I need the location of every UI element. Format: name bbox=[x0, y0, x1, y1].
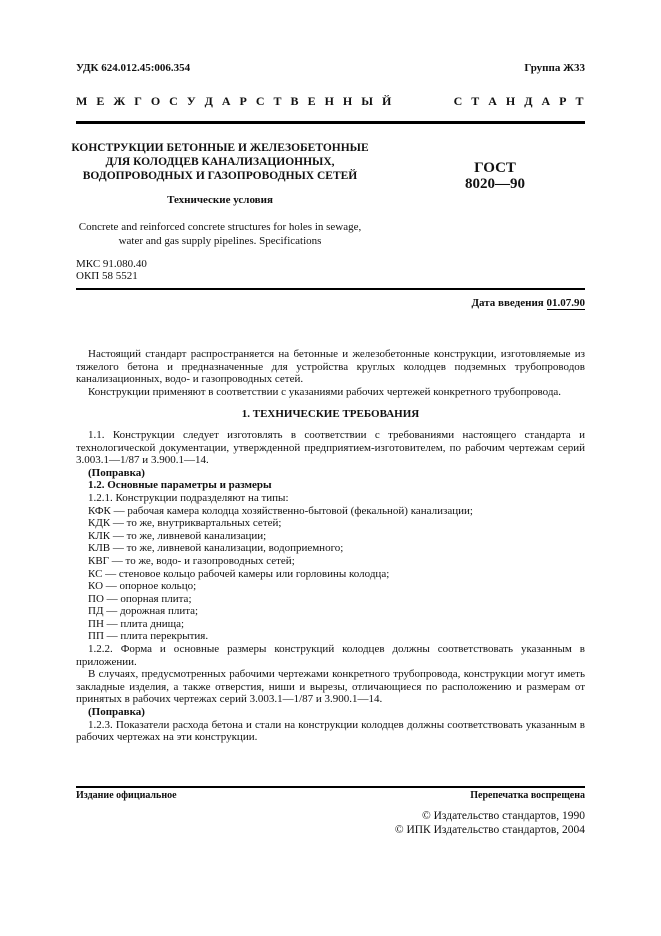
mks-code: МКС 91.080.40 bbox=[76, 258, 147, 270]
section-heading: 1. ТЕХНИЧЕСКИЕ ТРЕБОВАНИЯ bbox=[241, 408, 420, 421]
paragraph: 1.2.3. Показатели расхода бетона и стали на конструкции колодцев должны соответствовать указанным в рабочих чертежах на эти конструкции. bbox=[76, 718, 585, 744]
amendment-note: (Поправка) bbox=[88, 706, 145, 719]
amendment-note: (Поправка) bbox=[88, 466, 145, 479]
gost-number bbox=[440, 160, 550, 192]
paragraph: Настоящий стандарт распространяется на бетонные и железобетонные конструкции, изготовляемые из тяжелого бетона и предназначенные для устройства круглых колодцев подземных трубопроводов канализационных, водо- и газопроводных сетей. bbox=[76, 348, 585, 386]
type-item: КЛК — то же, ливневой канализации; bbox=[88, 529, 267, 542]
reprint-notice: Перепечатка воспрещена bbox=[470, 790, 585, 801]
date-label: Дата введения bbox=[471, 297, 544, 309]
english-title bbox=[60, 220, 380, 248]
type-item: КВГ — то же, водо- и газопроводных сетей; bbox=[88, 554, 295, 567]
paragraph: 1.2.2. Форма и основные размеры конструкций колодцев должны соответствовать указанным в приложении. bbox=[76, 643, 585, 668]
paragraph: В случаях, предусмотренных рабочими чертежами конкретного трубопровода, конструкции могут иметь закладные изделия, а также отверстия, ниши и вырезы, отличающиеся по расположению и размерам от принятых в рабочих чертежах серий 3.003.1—1/87 и 3.900.1—14. bbox=[76, 668, 585, 706]
document-title bbox=[60, 141, 380, 183]
paragraph: Конструкции применяют в соответствии с указаниями рабочих чертежей конкретного трубопровода. bbox=[88, 385, 562, 398]
english-title-line: Concrete and reinforced concrete structures for holes in sewage, bbox=[78, 221, 362, 233]
title-rule bbox=[76, 288, 585, 290]
paragraph: 1.1. Конструкции следует изготовлять в соответствии с требованиями настоящего стандарта и технологической документации, утвержденной предприятием-изготовителем, по рабочим чертежам серий 3.003.1—1/87 и 3.900.1—14. bbox=[76, 428, 585, 467]
type-item: КФК — рабочая камера колодца хозяйственно-бытовой (фекальной) канализации; bbox=[88, 504, 473, 517]
standard-type bbox=[76, 94, 585, 109]
date-value: 01.07.90 bbox=[546, 297, 585, 309]
title-line: КОНСТРУКЦИИ БЕТОННЫЕ И ЖЕЛЕЗОБЕТОННЫЕ bbox=[71, 142, 369, 154]
type-item: КС — стеновое кольцо рабочей камеры или горловины колодца; bbox=[88, 567, 390, 580]
type-item: КЛВ — то же, ливневой канализации, водоприемного; bbox=[88, 542, 344, 555]
copyright bbox=[395, 809, 585, 837]
title-line: ДЛЯ КОЛОДЦЕВ КАНАЛИЗАЦИОННЫХ, bbox=[105, 156, 335, 168]
paragraph: 1.2.1. Конструкции подразделяют на типы: bbox=[88, 491, 289, 504]
copyright-line: © ИПК Издательство стандартов, 2004 bbox=[394, 824, 585, 836]
okp-code: ОКП 58 5521 bbox=[76, 270, 138, 282]
gost-code: 8020—90 bbox=[465, 176, 525, 192]
group-code: Группа Ж33 bbox=[524, 62, 585, 74]
subsection-heading: 1.2. Основные параметры и размеры bbox=[88, 479, 272, 492]
document-body bbox=[76, 348, 585, 744]
type-item: КО — опорное кольцо; bbox=[88, 580, 197, 593]
english-title-line: water and gas supply pipelines. Specifications bbox=[118, 235, 322, 247]
introduction-date bbox=[471, 297, 585, 309]
standard-label: С Т А Н Д А Р Т bbox=[453, 94, 585, 108]
gost-label: ГОСТ bbox=[474, 160, 516, 176]
type-item: ПД — дорожная плита; bbox=[88, 605, 199, 618]
footer-rule bbox=[76, 786, 585, 788]
udk-code: УДК 624.012.45:006.354 bbox=[76, 62, 191, 74]
title-line: ВОДОПРОВОДНЫХ И ГАЗОПРОВОДНЫХ СЕТЕЙ bbox=[82, 170, 358, 182]
type-item: ПП — плита перекрытия. bbox=[88, 630, 209, 643]
classification-codes bbox=[76, 258, 147, 282]
header-rule bbox=[76, 121, 585, 124]
type-item: КДК — то же, внутриквартальных сетей; bbox=[88, 517, 282, 530]
type-item: ПН — плита днища; bbox=[88, 617, 185, 630]
copyright-line: © Издательство стандартов, 1990 bbox=[421, 810, 585, 822]
type-item: ПО — опорная плита; bbox=[88, 592, 192, 605]
interstate-label: М Е Ж Г О С У Д А Р С Т В Е Н Н Ы Й bbox=[76, 94, 393, 108]
subtitle: Технические условия bbox=[167, 194, 273, 206]
official-edition: Издание официальное bbox=[76, 790, 177, 801]
